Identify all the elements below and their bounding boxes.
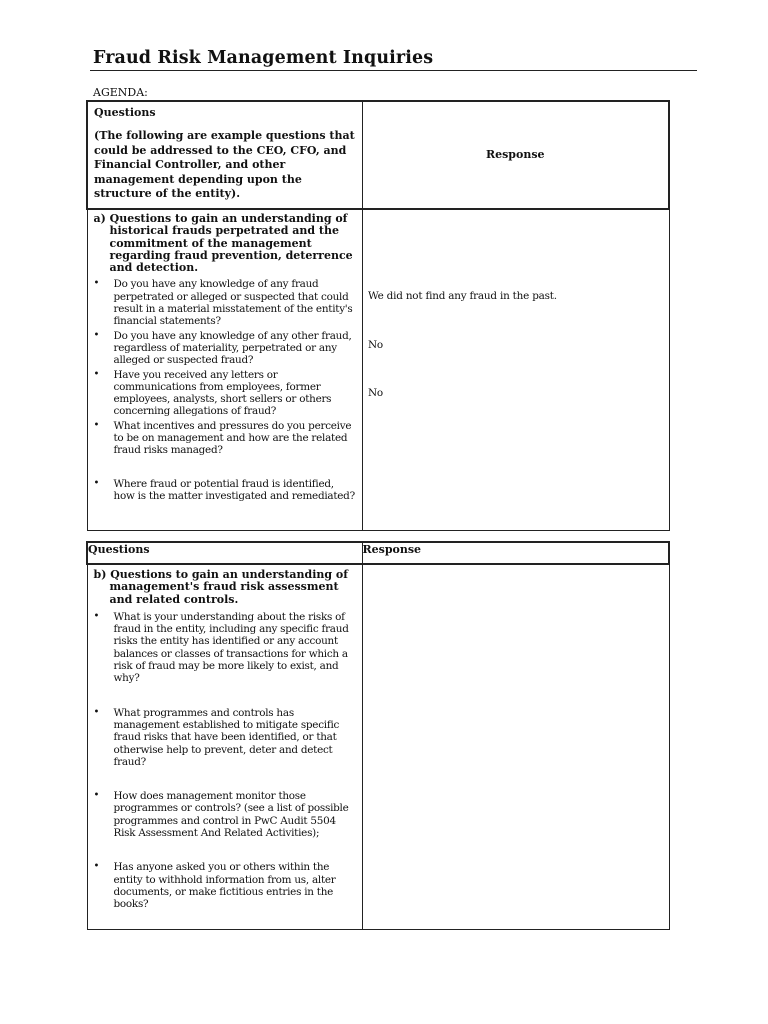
list-item: • What is your understanding about the risks of fraud in the entity, including any specific fraud risks the entity has identified or any account balances or classes of transactions for which a risk of fraud may be more likely to exist, and why?: [114, 611, 356, 685]
section-a-question-list: [88, 278, 362, 502]
questions-header: Questions: [94, 106, 156, 119]
inquiry-table-a: [86, 100, 670, 531]
table-header-row: [87, 542, 669, 564]
questions-intro: (The following are example questions that could be addressed to the CEO, CFO, and Financial Controller, and other management depending upon the structure of the entity).: [94, 129, 355, 201]
response-header: Response: [362, 542, 669, 564]
document-title: Fraud Risk Management Inquiries: [93, 48, 434, 68]
section-b-title: b) Questions to gain an understanding of management's fraud risk assessment and related controls.: [93, 568, 348, 606]
section-b-responses-cell: [362, 564, 669, 929]
list-item: • Do you have any knowledge of any other fraud, regardless of materiality, perpetrated or any alleged or suspected fraud?: [114, 330, 356, 367]
response-header: Response: [362, 101, 669, 209]
response-text: No: [368, 339, 383, 351]
section-a-questions-cell: [87, 209, 362, 531]
list-item: • What programmes and controls has management established to mitigate specific fraud risks that have been identified, or that otherwise help to prevent, deter and detect fraud?: [114, 707, 356, 768]
table-header-row: [87, 101, 669, 209]
section-b-row: [87, 564, 669, 929]
section-a-row: [87, 209, 669, 531]
inquiry-table-b: [86, 541, 670, 930]
agenda-label: AGENDA:: [93, 86, 148, 99]
section-a-title: a) Questions to gain an understanding of historical frauds perpetrated and the commitment of the management regarding fraud prevention, deterrence and detection.: [93, 211, 353, 275]
list-item: • What incentives and pressures do you perceive to be on management and how are the related fraud risks managed?: [114, 420, 356, 457]
list-item: • Has anyone asked you or others within the entity to withhold information from us, alter documents, or make fictitious entries in the books?: [114, 861, 356, 910]
list-item: • Where fraud or potential fraud is identified, how is the matter investigated and remediated?: [114, 478, 356, 503]
list-item: • How does management monitor those programmes or controls? (see a list of possible programmes and control in PwC Audit 5504 Risk Assessment And Related Activities);: [114, 790, 356, 839]
section-a-responses-cell: [362, 209, 669, 531]
questions-header-cell: [87, 101, 362, 209]
response-text: No: [368, 387, 383, 399]
section-b-question-list: [88, 611, 362, 911]
list-item: • Do you have any knowledge of any fraud perpetrated or alleged or suspected that could result in a material misstatement of the entity's financial statements?: [114, 278, 356, 327]
list-item: • Have you received any letters or communications from employees, former employees, analysts, short sellers or others concerning allegations of fraud?: [114, 369, 356, 418]
response-text: We did not find any fraud in the past.: [368, 290, 557, 302]
questions-header: Questions: [87, 542, 362, 564]
section-b-questions-cell: [87, 564, 362, 929]
title-underline: [90, 70, 697, 71]
